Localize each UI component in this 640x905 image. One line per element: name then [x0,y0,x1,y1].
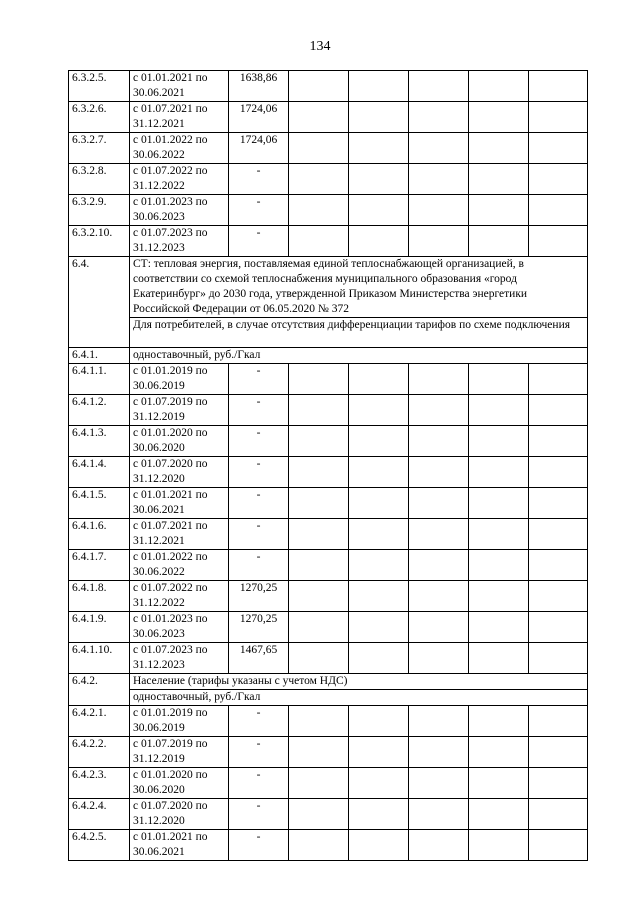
section-number: 6.4.2. [69,674,130,706]
empty-cell [289,581,349,612]
empty-cell [469,612,529,643]
empty-cell [529,71,588,102]
period-cell: с 01.07.2021 по 31.12.2021 [130,519,229,550]
table-row [69,612,588,643]
empty-cell [409,133,469,164]
empty-cell [529,364,588,395]
empty-cell [289,830,349,861]
empty-cell [529,195,588,226]
empty-cell [289,102,349,133]
empty-cell [349,395,409,426]
value-cell: - [229,550,289,581]
period-cell: с 01.01.2021 по 30.06.2021 [130,830,229,861]
table-row [69,737,588,768]
period-cell: с 01.07.2019 по 31.12.2019 [130,395,229,426]
empty-cell [349,612,409,643]
empty-cell [529,519,588,550]
period-cell: с 01.01.2020 по 30.06.2020 [130,768,229,799]
row-number: 6.4.1.8. [69,581,130,612]
period-cell: с 01.07.2022 по 31.12.2022 [130,164,229,195]
value-cell: - [229,457,289,488]
table-row [69,706,588,737]
empty-cell [349,102,409,133]
value-cell: - [229,830,289,861]
empty-cell [289,519,349,550]
page-number: 134 [309,39,331,54]
empty-cell [289,706,349,737]
empty-cell [289,364,349,395]
empty-cell [469,364,529,395]
value-cell: - [229,768,289,799]
period-cell: с 01.07.2021 по 31.12.2021 [130,102,229,133]
empty-cell [349,426,409,457]
empty-cell [409,768,469,799]
section-subheading-row [69,318,588,348]
empty-cell [469,799,529,830]
value-cell: - [229,195,289,226]
empty-cell [289,799,349,830]
section-sublabel: одноставочный, руб./Гкал [130,690,588,706]
empty-cell [529,830,588,861]
value-cell: - [229,706,289,737]
table-row [69,226,588,257]
section-subrow-6-4-2 [69,690,588,706]
period-cell: с 01.01.2022 по 30.06.2022 [130,550,229,581]
empty-cell [529,706,588,737]
table-row [69,768,588,799]
table-row [69,643,588,674]
empty-cell [409,102,469,133]
empty-cell [529,643,588,674]
row-number: 6.3.2.10. [69,226,130,257]
empty-cell [529,457,588,488]
empty-cell [349,581,409,612]
row-number: 6.4.2.2. [69,737,130,768]
section-row-6-4 [69,257,588,318]
empty-cell [289,737,349,768]
section-row-6-4-2 [69,674,588,690]
table-row [69,71,588,102]
period-cell: с 01.01.2022 по 30.06.2022 [130,133,229,164]
empty-cell [469,830,529,861]
empty-cell [409,519,469,550]
value-cell: 1724,06 [229,133,289,164]
empty-cell [409,395,469,426]
table-row [69,164,588,195]
section-number: 6.4. [69,257,130,348]
empty-cell [289,612,349,643]
table-row [69,395,588,426]
table-row [69,550,588,581]
empty-cell [349,830,409,861]
value-cell: 1467,65 [229,643,289,674]
empty-cell [469,519,529,550]
empty-cell [289,768,349,799]
period-cell: с 01.01.2020 по 30.06.2020 [130,426,229,457]
empty-cell [349,133,409,164]
value-cell: 1270,25 [229,612,289,643]
empty-cell [409,581,469,612]
value-cell: - [229,395,289,426]
empty-cell [349,71,409,102]
period-cell: с 01.01.2019 по 30.06.2019 [130,706,229,737]
period-cell: с 01.01.2023 по 30.06.2023 [130,195,229,226]
empty-cell [469,457,529,488]
empty-cell [469,395,529,426]
empty-cell [469,71,529,102]
empty-cell [529,737,588,768]
value-cell: 1638,86 [229,71,289,102]
table-row [69,102,588,133]
empty-cell [289,71,349,102]
value-cell: 1270,25 [229,581,289,612]
empty-cell [469,195,529,226]
empty-cell [349,226,409,257]
empty-cell [469,706,529,737]
empty-cell [349,195,409,226]
row-number: 6.4.2.3. [69,768,130,799]
empty-cell [289,395,349,426]
empty-cell [409,426,469,457]
empty-cell [469,581,529,612]
table-row [69,457,588,488]
empty-cell [409,612,469,643]
empty-cell [289,164,349,195]
section-subheading: Для потребителей, в случае отсутствия дифференциации тарифов по схеме подключения [130,318,588,348]
empty-cell [409,830,469,861]
empty-cell [349,519,409,550]
row-number: 6.3.2.9. [69,195,130,226]
empty-cell [469,133,529,164]
empty-cell [409,488,469,519]
empty-cell [529,612,588,643]
row-number: 6.3.2.6. [69,102,130,133]
table-row [69,519,588,550]
section-description: СТ: тепловая энергия, поставляемая единой теплоснабжающей организацией, в соответствии со схемой теплоснабжения муниципального образования «город Екатеринбург» до 2030 года, утвержденной Приказом Министерства энергетики Российской Федерации от 06.05.2020 № 372 [130,257,588,318]
row-number: 6.4.2.1. [69,706,130,737]
table-row [69,581,588,612]
empty-cell [529,799,588,830]
row-number: 6.4.1.6. [69,519,130,550]
period-cell: с 01.01.2021 по 30.06.2021 [130,71,229,102]
section-6-4-2 [69,674,588,706]
row-number: 6.4.1.2. [69,395,130,426]
empty-cell [289,488,349,519]
row-number: 6.3.2.7. [69,133,130,164]
empty-cell [349,164,409,195]
empty-cell [529,581,588,612]
empty-cell [289,133,349,164]
row-number: 6.4.2.5. [69,830,130,861]
empty-cell [349,364,409,395]
empty-cell [469,164,529,195]
section-label: Население (тарифы указаны с учетом НДС) [130,674,588,690]
rows-6-3-2 [69,71,588,257]
empty-cell [289,426,349,457]
empty-cell [409,226,469,257]
table-row [69,364,588,395]
empty-cell [409,643,469,674]
section-number: 6.4.1. [69,348,130,364]
empty-cell [349,488,409,519]
empty-cell [529,768,588,799]
row-number: 6.4.1.10. [69,643,130,674]
table-row [69,195,588,226]
table-row [69,830,588,861]
table-row [69,426,588,457]
empty-cell [409,71,469,102]
value-cell: - [229,364,289,395]
empty-cell [469,488,529,519]
empty-cell [469,226,529,257]
row-number: 6.4.1.7. [69,550,130,581]
empty-cell [529,164,588,195]
empty-cell [529,133,588,164]
row-number: 6.4.1.5. [69,488,130,519]
period-cell: с 01.07.2020 по 31.12.2020 [130,457,229,488]
rows-6-4-2 [69,706,588,861]
empty-cell [409,799,469,830]
table-row [69,133,588,164]
empty-cell [409,195,469,226]
empty-cell [469,737,529,768]
row-number: 6.4.1.4. [69,457,130,488]
empty-cell [529,395,588,426]
value-cell: - [229,226,289,257]
empty-cell [409,550,469,581]
period-cell: с 01.07.2022 по 31.12.2022 [130,581,229,612]
section-label: одноставочный, руб./Гкал [130,348,588,364]
period-cell: с 01.07.2023 по 31.12.2023 [130,226,229,257]
period-cell: с 01.07.2023 по 31.12.2023 [130,643,229,674]
empty-cell [529,550,588,581]
empty-cell [529,488,588,519]
empty-cell [409,706,469,737]
empty-cell [289,643,349,674]
row-number: 6.4.1.9. [69,612,130,643]
empty-cell [529,426,588,457]
empty-cell [349,550,409,581]
row-number: 6.3.2.8. [69,164,130,195]
value-cell: - [229,799,289,830]
empty-cell [409,457,469,488]
value-cell: - [229,164,289,195]
period-cell: с 01.07.2019 по 31.12.2019 [130,737,229,768]
period-cell: с 01.01.2023 по 30.06.2023 [130,612,229,643]
value-cell: - [229,426,289,457]
empty-cell [349,768,409,799]
value-cell: - [229,737,289,768]
empty-cell [529,102,588,133]
empty-cell [289,457,349,488]
section-row-6-4-1 [69,348,588,364]
row-number: 6.4.1.3. [69,426,130,457]
empty-cell [469,550,529,581]
value-cell: - [229,488,289,519]
empty-cell [409,364,469,395]
period-cell: с 01.01.2021 по 30.06.2021 [130,488,229,519]
period-cell: с 01.01.2019 по 30.06.2019 [130,364,229,395]
table-row [69,488,588,519]
value-cell: - [229,519,289,550]
empty-cell [349,737,409,768]
section-6-4 [69,257,588,364]
empty-cell [289,550,349,581]
empty-cell [289,226,349,257]
empty-cell [469,426,529,457]
row-number: 6.4.2.4. [69,799,130,830]
empty-cell [349,457,409,488]
rows-6-4-1 [69,364,588,674]
empty-cell [469,643,529,674]
row-number: 6.3.2.5. [69,71,130,102]
empty-cell [289,195,349,226]
empty-cell [469,768,529,799]
empty-cell [469,102,529,133]
empty-cell [409,164,469,195]
row-number: 6.4.1.1. [69,364,130,395]
empty-cell [409,737,469,768]
empty-cell [349,799,409,830]
value-cell: 1724,06 [229,102,289,133]
table-row [69,799,588,830]
empty-cell [349,706,409,737]
period-cell: с 01.07.2020 по 31.12.2020 [130,799,229,830]
empty-cell [529,226,588,257]
tariff-table [68,70,588,861]
empty-cell [349,643,409,674]
